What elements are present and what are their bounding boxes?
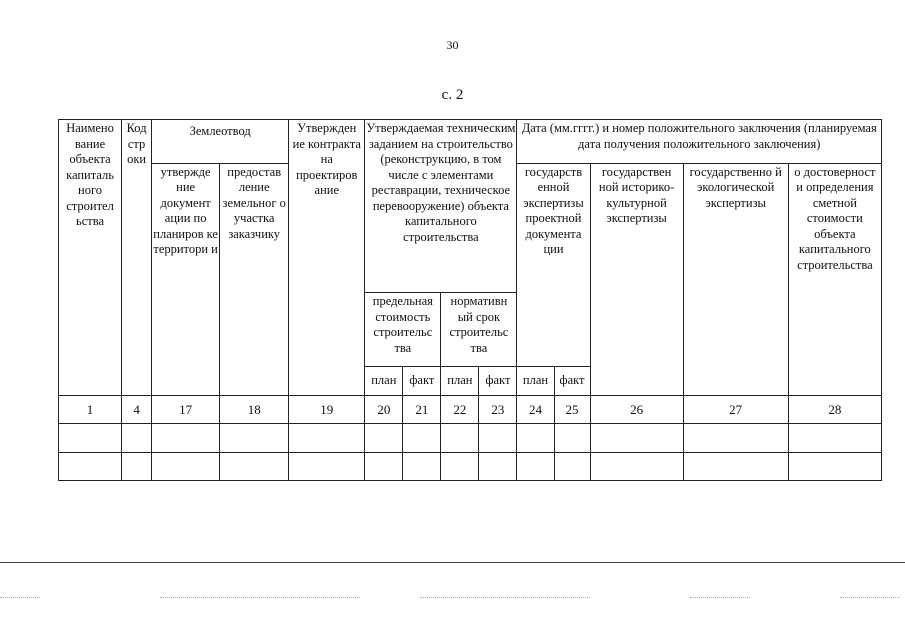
header-state-expertise: государств енной экспертизы проектной документа ции: [517, 163, 590, 367]
table-cell: [683, 424, 788, 452]
column-number: 28: [788, 395, 881, 423]
header-object-name: Наимено вание объекта капиталь ного строител ьства: [59, 120, 122, 396]
sheet-label: с. 2: [441, 87, 464, 103]
table-cell: [590, 452, 683, 480]
table-cell: [479, 424, 517, 452]
header-estimate-reliability: о достоверност и определения сметной стоимости объекта капитального строительства: [788, 163, 881, 395]
table-cell: [590, 424, 683, 452]
table-row: [59, 452, 882, 480]
table-cell: [554, 452, 590, 480]
table-cell: [59, 424, 122, 452]
column-number: 19: [289, 395, 365, 423]
header-technical-task: Утверждаемая техническим заданием на строительство (реконструкцию, в том числе с элементами реставрации, техническое перевооружение) объекта капитального строительства: [365, 120, 517, 293]
page-number: 30: [446, 38, 459, 52]
table-cell: [403, 424, 441, 452]
table-cell: [365, 424, 403, 452]
header-state-ecological-expertise: государственно й экологической экспертизы: [683, 163, 788, 395]
column-number: 23: [479, 395, 517, 423]
column-number: 25: [554, 395, 590, 423]
table-cell: [122, 424, 152, 452]
table-cell: [289, 452, 365, 480]
column-number: 18: [220, 395, 289, 423]
table-cell: [152, 452, 220, 480]
table-cell: [517, 424, 554, 452]
header-fact-term: факт: [479, 367, 517, 395]
column-number: 4: [122, 395, 152, 423]
header-land-approval: утвержде ние документ ации по планиров ке территори и: [152, 163, 220, 395]
header-plan-expertise: план: [517, 367, 554, 395]
header-plan-cost: план: [365, 367, 403, 395]
header-contract-approval: Утвержден ие контракта на проектиров ание: [289, 120, 365, 396]
table-cell: [479, 452, 517, 480]
footer-dotted-line: [840, 597, 900, 598]
table-cell: [152, 424, 220, 452]
table-cell: [403, 452, 441, 480]
header-normative-term: нормативн ый срок строительс тва: [441, 293, 517, 367]
table-cell: [122, 452, 152, 480]
header-limit-cost: предельная стоимость строительс тва: [365, 293, 441, 367]
header-fact-expertise: факт: [554, 367, 590, 395]
header-conclusion-date: Дата (мм.гггг.) и номер положительного заключения (планируемая дата получения положительного заключения): [517, 120, 882, 164]
column-number: 24: [517, 395, 554, 423]
table-cell: [441, 452, 479, 480]
column-number: 20: [365, 395, 403, 423]
column-number: 21: [403, 395, 441, 423]
header-land-allotment: Землеотвод: [152, 120, 289, 164]
table-cell: [517, 452, 554, 480]
table-cell: [683, 452, 788, 480]
footer-dotted-line: [690, 597, 750, 598]
column-number: 22: [441, 395, 479, 423]
table-row: [59, 424, 882, 452]
column-number-row: [59, 395, 882, 423]
footer-divider: [0, 562, 905, 563]
data-table: [58, 119, 882, 481]
header-state-historical-expertise: государствен ной историко-культурной экспертизы: [590, 163, 683, 395]
footer-dotted-line: [420, 597, 590, 598]
table-cell: [289, 424, 365, 452]
footer-dotted-line: [0, 597, 40, 598]
table-cell: [220, 452, 289, 480]
header-row-code: Код стр оки: [122, 120, 152, 396]
header-plan-term: план: [441, 367, 479, 395]
table-cell: [365, 452, 403, 480]
table-cell: [59, 452, 122, 480]
table-cell: [554, 424, 590, 452]
column-number: 1: [59, 395, 122, 423]
footer-dotted-line: [160, 597, 360, 598]
header-fact-cost: факт: [403, 367, 441, 395]
header-land-provision: предостав ление земельног о участка заказчику: [220, 163, 289, 395]
table-cell: [788, 424, 881, 452]
table-cell: [788, 452, 881, 480]
column-number: 27: [683, 395, 788, 423]
column-number: 26: [590, 395, 683, 423]
table-cell: [441, 424, 479, 452]
table-cell: [220, 424, 289, 452]
column-number: 17: [152, 395, 220, 423]
